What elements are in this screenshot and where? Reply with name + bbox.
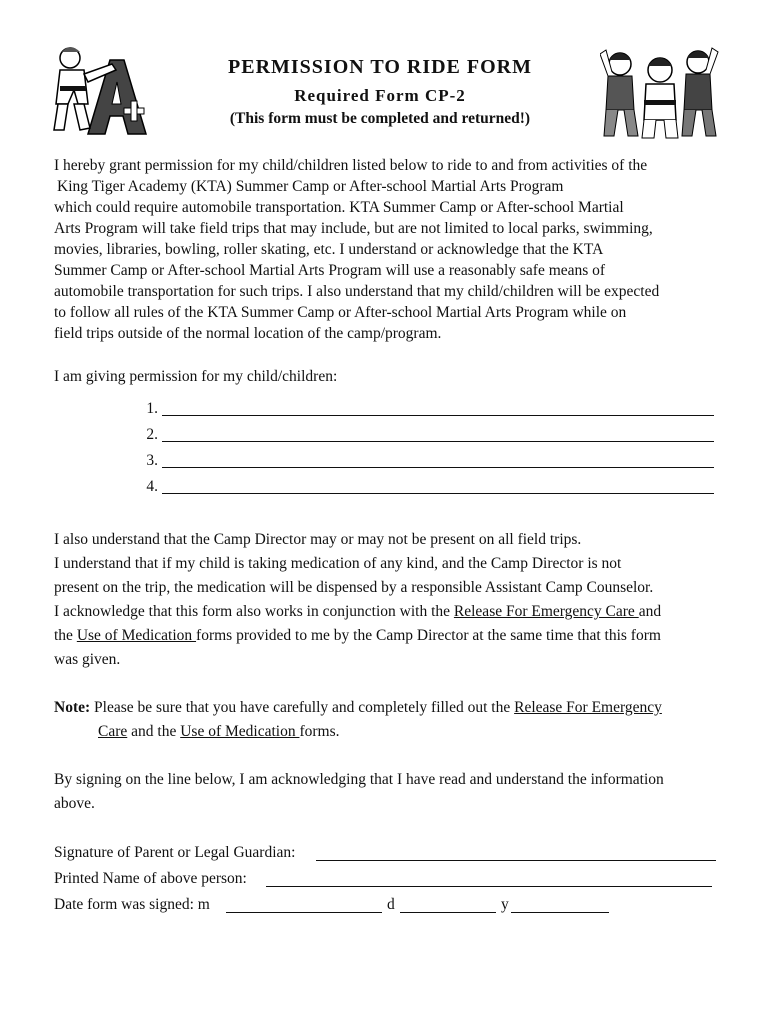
note-label: Note: bbox=[54, 699, 91, 716]
date-year-field[interactable] bbox=[511, 912, 609, 913]
form-notice: (This form must be completed and returned!) bbox=[229, 110, 531, 127]
intro-line: Summer Camp or After-school Martial Arts Program will use a reasonably safe means of bbox=[54, 262, 606, 279]
note-line bbox=[54, 699, 662, 717]
martial-arts-kids-logo bbox=[600, 40, 720, 140]
intro-line: movies, libraries, bowling, roller skating, etc. I understand or acknowledge that the KTA bbox=[54, 241, 604, 258]
understand-text: forms provided to me by the Camp Director at the same time that this form bbox=[196, 627, 661, 644]
printed-name-label: Printed Name of above person: bbox=[54, 870, 247, 887]
child-name-field[interactable] bbox=[162, 493, 714, 494]
karate-kid-a-plus-logo bbox=[40, 42, 150, 137]
child-number: 2. bbox=[146, 426, 158, 443]
intro-line: I hereby grant permission for my child/children listed below to ride to and from activities of the bbox=[54, 157, 648, 174]
intro-line: Arts Program will take field trips that may include, but are not limited to local parks, swimming, bbox=[54, 220, 653, 237]
understand-line: I also understand that the Camp Director may or may not be present on all field trips. bbox=[54, 531, 582, 548]
note-medication-link: Use of Medication bbox=[180, 723, 300, 740]
understand-text: I acknowledge that this form also works in conjunction with the bbox=[54, 603, 454, 620]
date-day-field[interactable] bbox=[400, 912, 496, 913]
note-release-link: Care bbox=[98, 723, 128, 740]
note-text: and the bbox=[127, 723, 181, 740]
understand-text: the bbox=[54, 627, 77, 644]
note-release-link: Release For Emergency bbox=[514, 699, 662, 716]
children-prompt: I am giving permission for my child/children: bbox=[54, 368, 338, 385]
note-text: Please be sure that you have carefully and completely filled out the bbox=[90, 699, 515, 716]
intro-line: King Tiger Academy (KTA) Summer Camp or After-school Martial Arts Program bbox=[57, 178, 564, 195]
child-name-field[interactable] bbox=[162, 467, 714, 468]
child-number: 1. bbox=[146, 400, 158, 417]
form-title: PERMISSION TO RIDE FORM bbox=[228, 56, 532, 78]
signature-label: Signature of Parent or Legal Guardian: bbox=[54, 844, 296, 861]
child-number: 3. bbox=[146, 452, 158, 469]
understand-line: I understand that if my child is taking medication of any kind, and the Camp Director is not bbox=[54, 555, 622, 572]
intro-line: which could require automobile transportation. KTA Summer Camp or After-school Martial bbox=[54, 199, 624, 216]
note-line bbox=[98, 723, 340, 741]
understand-line: present on the trip, the medication will be dispensed by a responsible Assistant Camp Counselor. bbox=[54, 579, 654, 596]
printed-name-field[interactable] bbox=[266, 886, 712, 887]
intro-line: field trips outside of the normal location of the camp/program. bbox=[54, 325, 442, 342]
release-emergency-care-link: Release For Emergency Care bbox=[453, 603, 639, 620]
understand-line bbox=[54, 627, 661, 645]
understand-line bbox=[54, 603, 661, 621]
date-year-label: y bbox=[501, 896, 509, 913]
note-text: forms. bbox=[299, 723, 340, 740]
form-subtitle: Required Form CP-2 bbox=[294, 86, 466, 105]
date-month-field[interactable] bbox=[226, 912, 382, 913]
use-of-medication-link: Use of Medication bbox=[76, 627, 197, 644]
child-name-field[interactable] bbox=[162, 415, 714, 416]
child-number: 4. bbox=[146, 478, 158, 495]
child-name-field[interactable] bbox=[162, 441, 714, 442]
date-day-label: d bbox=[387, 896, 395, 913]
signing-line: By signing on the line below, I am acknowledging that I have read and understand the information bbox=[54, 771, 664, 788]
understand-line: was given. bbox=[54, 651, 121, 668]
signature-field[interactable] bbox=[316, 860, 716, 861]
understand-text: and bbox=[638, 603, 662, 620]
intro-line: automobile transportation for such trips. I also understand that my child/children will be expected bbox=[54, 283, 660, 300]
date-label: Date form was signed: m bbox=[54, 896, 210, 913]
intro-line: to follow all rules of the KTA Summer Camp or After-school Martial Arts Program while on bbox=[54, 304, 627, 321]
signing-line: above. bbox=[54, 795, 95, 812]
